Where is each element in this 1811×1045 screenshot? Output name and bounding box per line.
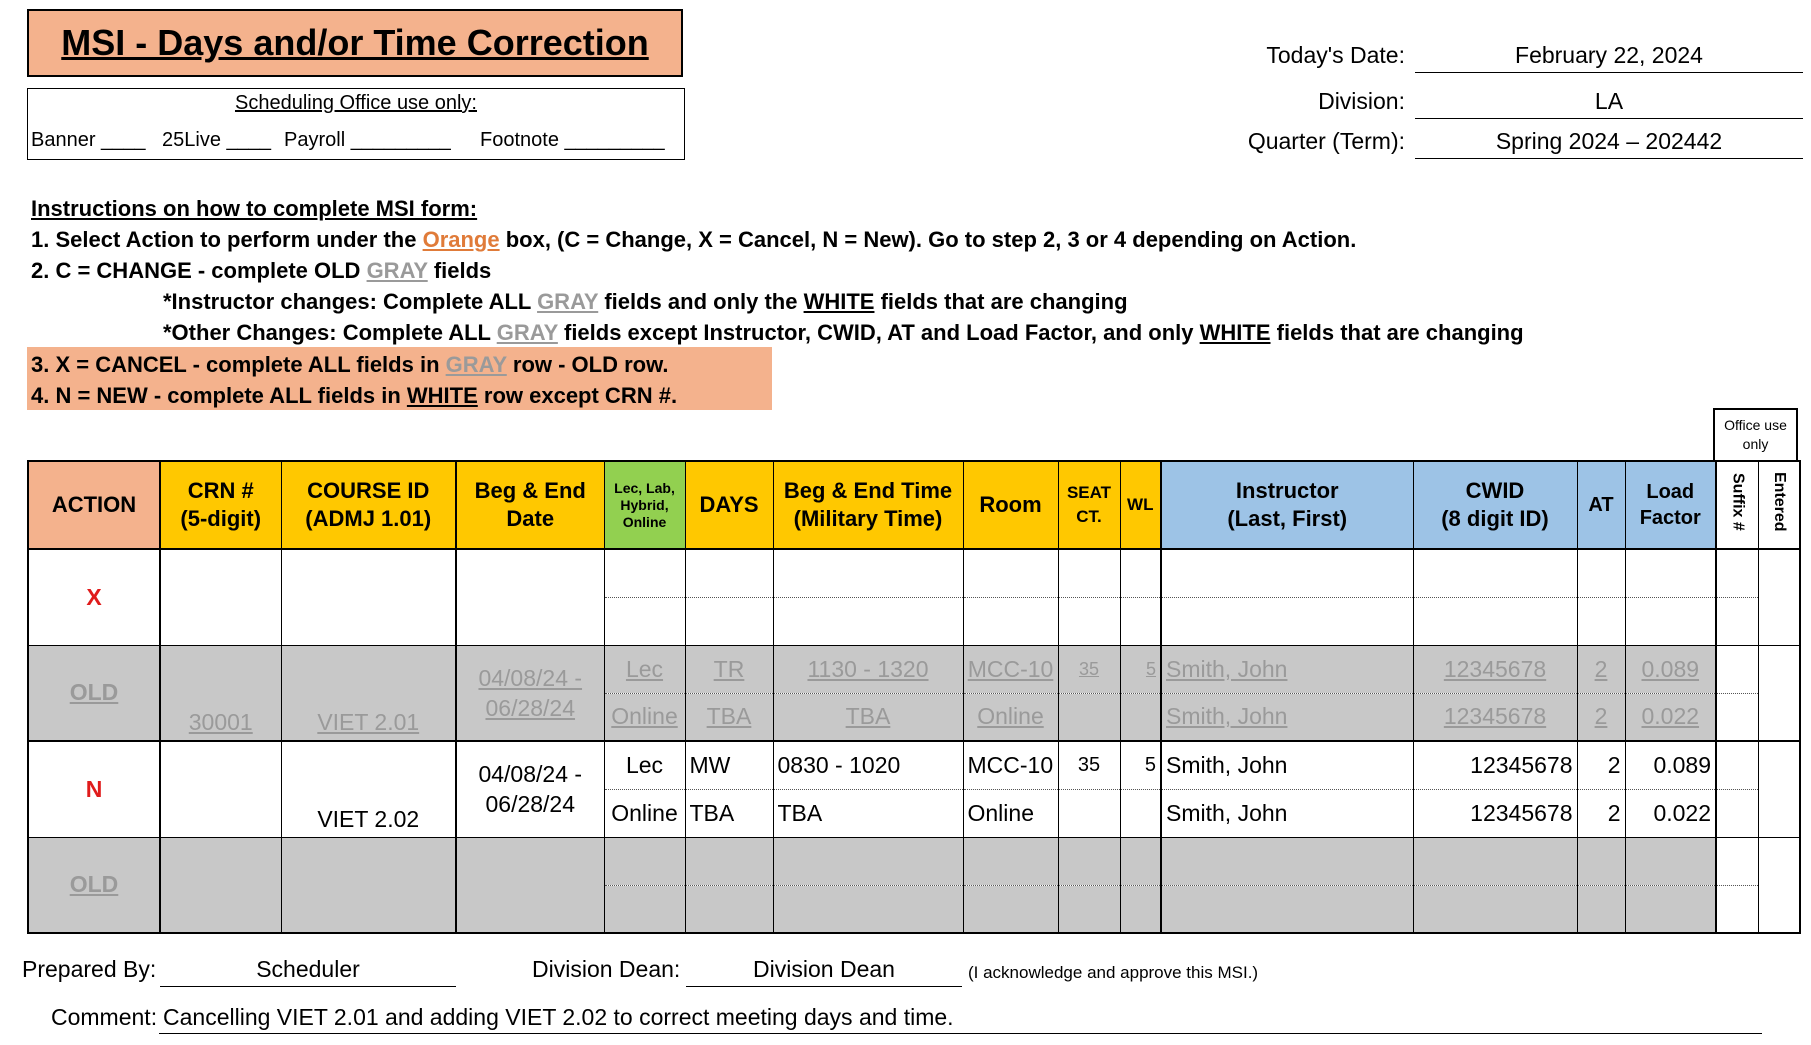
entered-cell[interactable] [1758, 741, 1800, 837]
header-action: ACTION [28, 461, 160, 549]
comment-field[interactable]: Cancelling VIET 2.01 and adding VIET 2.02 to correct meeting days and time. [159, 1004, 1762, 1034]
entered-cell[interactable] [1758, 645, 1800, 741]
instructions-heading: Instructions on how to complete MSI form: [31, 196, 478, 221]
todays-date-label: Today's Date: [1266, 42, 1405, 68]
suffix-cell[interactable] [1716, 645, 1758, 693]
division-label: Division: [1318, 88, 1405, 114]
at-cell[interactable]: 2 [1577, 693, 1625, 741]
header-room: Room [963, 461, 1058, 549]
instructor-cell[interactable]: Smith, John [1161, 645, 1413, 693]
instruction-step-2-sub-1: *Instructor changes: Complete ALL GRAY fields and only the WHITE fields that are changing [163, 289, 1128, 314]
instructor-cell[interactable] [1161, 885, 1413, 933]
header-cwid: CWID (8 digit ID) [1413, 461, 1577, 549]
payroll-field[interactable]: Payroll _________ [284, 129, 451, 151]
instruction-step-3: 3. X = CANCEL - complete ALL fields in GRAY row - OLD row. [31, 352, 669, 377]
course-id-cell[interactable]: VIET 2.01 [281, 645, 456, 741]
seat-cell[interactable] [1058, 693, 1120, 741]
load-cell[interactable] [1625, 597, 1716, 645]
wl-cell[interactable] [1120, 837, 1161, 885]
footnote-field[interactable]: Footnote _________ [480, 129, 665, 151]
at-cell[interactable]: 2 [1577, 645, 1625, 693]
mode-cell[interactable] [604, 549, 685, 597]
instructor-cell[interactable] [1161, 597, 1413, 645]
days-cell[interactable] [685, 885, 773, 933]
prepared-by-field[interactable]: Scheduler [160, 956, 456, 987]
instructor-cell[interactable]: Smith, John [1161, 741, 1413, 789]
header-crn: CRN # (5-digit) [160, 461, 281, 549]
division-field[interactable]: LA [1415, 88, 1803, 119]
date-cell[interactable]: 04/08/24 - 06/28/24 [456, 741, 604, 837]
time-cell[interactable]: TBA [773, 789, 963, 837]
mode-cell[interactable] [604, 597, 685, 645]
at-cell[interactable]: 2 [1577, 741, 1625, 789]
header-suffix: Suffix # [1716, 461, 1758, 549]
mode-cell[interactable] [604, 885, 685, 933]
cwid-cell[interactable]: 12345678 [1413, 645, 1577, 693]
header-instructor: Instructor (Last, First) [1161, 461, 1413, 549]
days-cell[interactable] [685, 837, 773, 885]
instructor-cell[interactable] [1161, 549, 1413, 597]
cwid-cell[interactable] [1413, 837, 1577, 885]
suffix-cell[interactable] [1716, 789, 1758, 837]
comment-label: Comment: [51, 1004, 158, 1030]
days-cell[interactable] [685, 597, 773, 645]
office-use-only-label: Office use only [1713, 408, 1798, 460]
date-cell[interactable] [456, 837, 604, 933]
header-load-factor: Load Factor [1625, 461, 1716, 549]
action-cell-old[interactable]: OLD [28, 837, 160, 933]
load-cell[interactable] [1625, 837, 1716, 885]
time-cell[interactable] [773, 837, 963, 885]
instructor-cell[interactable] [1161, 837, 1413, 885]
seat-cell[interactable]: 35 [1058, 645, 1120, 693]
at-cell[interactable]: 2 [1577, 789, 1625, 837]
scheduling-office-header: Scheduling Office use only: [234, 92, 477, 114]
25live-field[interactable]: 25Live ____ [162, 129, 271, 151]
crn-cell[interactable]: 30001 [160, 645, 281, 741]
acknowledge-note: (I acknowledge and approve this MSI.) [968, 963, 1259, 982]
banner-field[interactable]: Banner ____ [31, 129, 146, 151]
crn-cell[interactable] [160, 837, 281, 933]
header-wl: WL [1120, 461, 1161, 549]
action-cell-old[interactable]: OLD [28, 645, 160, 741]
suffix-cell[interactable] [1716, 597, 1758, 645]
cwid-cell[interactable]: 12345678 [1413, 741, 1577, 789]
time-cell[interactable] [773, 597, 963, 645]
at-cell[interactable] [1577, 597, 1625, 645]
form-title-box [27, 9, 683, 77]
scheduling-office-box [27, 88, 685, 160]
days-cell[interactable] [685, 549, 773, 597]
instruction-step-1: 1. Select Action to perform under the Orange box, (C = Change, X = Cancel, N = New). Go to step 2, 3 or 4 depending on Action. [31, 227, 1357, 252]
mode-cell[interactable]: Online [604, 693, 685, 741]
form-title: MSI - Days and/or Time Correction [61, 22, 649, 63]
load-cell[interactable]: 0.089 [1625, 741, 1716, 789]
cwid-cell[interactable] [1413, 885, 1577, 933]
seat-cell[interactable] [1058, 597, 1120, 645]
load-cell[interactable]: 0.022 [1625, 789, 1716, 837]
mode-cell[interactable] [604, 837, 685, 885]
header-time: Beg & End Time (Military Time) [773, 461, 963, 549]
wl-cell[interactable] [1120, 549, 1161, 597]
entered-cell[interactable] [1758, 837, 1800, 933]
suffix-cell[interactable] [1716, 837, 1758, 885]
suffix-cell[interactable] [1716, 549, 1758, 597]
suffix-cell[interactable] [1716, 741, 1758, 789]
crn-cell[interactable] [160, 741, 281, 837]
wl-cell[interactable] [1120, 885, 1161, 933]
suffix-cell[interactable] [1716, 693, 1758, 741]
entered-cell[interactable] [1758, 549, 1800, 645]
header-entered: Entered [1758, 461, 1800, 549]
time-cell[interactable]: 0830 - 1020 [773, 741, 963, 789]
room-cell[interactable] [963, 837, 1058, 885]
msi-course-table [27, 460, 1801, 934]
days-cell[interactable]: TBA [685, 693, 773, 741]
division-dean-field[interactable]: Division Dean [686, 956, 962, 987]
instruction-step-4: 4. N = NEW - complete ALL fields in WHITE row except CRN #. [31, 383, 678, 408]
mode-cell[interactable]: Lec [604, 741, 685, 789]
load-cell[interactable] [1625, 885, 1716, 933]
action-cell-cancel[interactable]: X [28, 549, 160, 645]
load-cell[interactable]: 0.089 [1625, 645, 1716, 693]
course-id-cell[interactable] [281, 549, 456, 645]
mode-cell[interactable]: Online [604, 789, 685, 837]
table-row [28, 549, 1800, 597]
instruction-step-2: 2. C = CHANGE - complete OLD GRAY fields [31, 258, 492, 283]
instructor-cell[interactable]: Smith, John [1161, 693, 1413, 741]
seat-cell[interactable]: 35 [1058, 741, 1120, 789]
suffix-cell[interactable] [1716, 885, 1758, 933]
at-cell[interactable] [1577, 549, 1625, 597]
seat-cell[interactable] [1058, 549, 1120, 597]
cwid-cell[interactable] [1413, 597, 1577, 645]
room-cell[interactable]: MCC-10 [963, 645, 1058, 693]
action-cell-new[interactable]: N [28, 741, 160, 837]
seat-cell[interactable] [1058, 837, 1120, 885]
instructor-cell[interactable]: Smith, John [1161, 789, 1413, 837]
course-id-cell[interactable]: VIET 2.02 [281, 741, 456, 837]
header-dates: Beg & End Date [456, 461, 604, 549]
wl-cell[interactable] [1120, 789, 1161, 837]
at-cell[interactable] [1577, 837, 1625, 885]
time-cell[interactable]: TBA [773, 693, 963, 741]
room-cell[interactable]: Online [963, 693, 1058, 741]
date-cell[interactable]: 04/08/24 - 06/28/24 [456, 645, 604, 741]
quarter-label: Quarter (Term): [1247, 128, 1405, 154]
table-row [28, 741, 1800, 789]
room-cell[interactable] [963, 549, 1058, 597]
cwid-cell[interactable]: 12345678 [1413, 693, 1577, 741]
header-days: DAYS [685, 461, 773, 549]
mode-cell[interactable]: Lec [604, 645, 685, 693]
room-cell[interactable] [963, 597, 1058, 645]
wl-cell[interactable]: 5 [1120, 741, 1161, 789]
room-cell[interactable]: MCC-10 [963, 741, 1058, 789]
course-id-cell[interactable] [281, 837, 456, 933]
cwid-cell[interactable] [1413, 549, 1577, 597]
at-cell[interactable] [1577, 885, 1625, 933]
days-cell[interactable]: MW [685, 741, 773, 789]
header-seat-count: SEAT CT. [1058, 461, 1120, 549]
instruction-step-2-sub-2: *Other Changes: Complete ALL GRAY fields except Instructor, CWID, AT and Load Factor, and only WHITE fields that are changing [163, 320, 1524, 345]
days-cell[interactable]: TBA [685, 789, 773, 837]
prepared-by-label: Prepared By: [22, 956, 157, 982]
cwid-cell[interactable]: 12345678 [1413, 789, 1577, 837]
date-cell[interactable] [456, 549, 604, 645]
quarter-field[interactable]: Spring 2024 – 202442 [1415, 128, 1803, 159]
wl-cell[interactable] [1120, 693, 1161, 741]
division-dean-label: Division Dean: [532, 956, 681, 982]
wl-cell[interactable]: 5 [1120, 645, 1161, 693]
wl-cell[interactable] [1120, 597, 1161, 645]
table-row [28, 837, 1800, 885]
load-cell[interactable] [1625, 549, 1716, 597]
time-cell[interactable]: 1130 - 1320 [773, 645, 963, 693]
room-cell[interactable]: Online [963, 789, 1058, 837]
header-course-id: COURSE ID (ADMJ 1.01) [281, 461, 456, 549]
days-cell[interactable]: TR [685, 645, 773, 693]
header-mode: Lec, Lab, Hybrid, Online [604, 461, 685, 549]
time-cell[interactable] [773, 885, 963, 933]
load-cell[interactable]: 0.022 [1625, 693, 1716, 741]
header-at: AT [1577, 461, 1625, 549]
seat-cell[interactable] [1058, 885, 1120, 933]
time-cell[interactable] [773, 549, 963, 597]
seat-cell[interactable] [1058, 789, 1120, 837]
room-cell[interactable] [963, 885, 1058, 933]
todays-date-field[interactable]: February 22, 2024 [1415, 42, 1803, 73]
table-row [28, 645, 1800, 693]
crn-cell[interactable] [160, 549, 281, 645]
